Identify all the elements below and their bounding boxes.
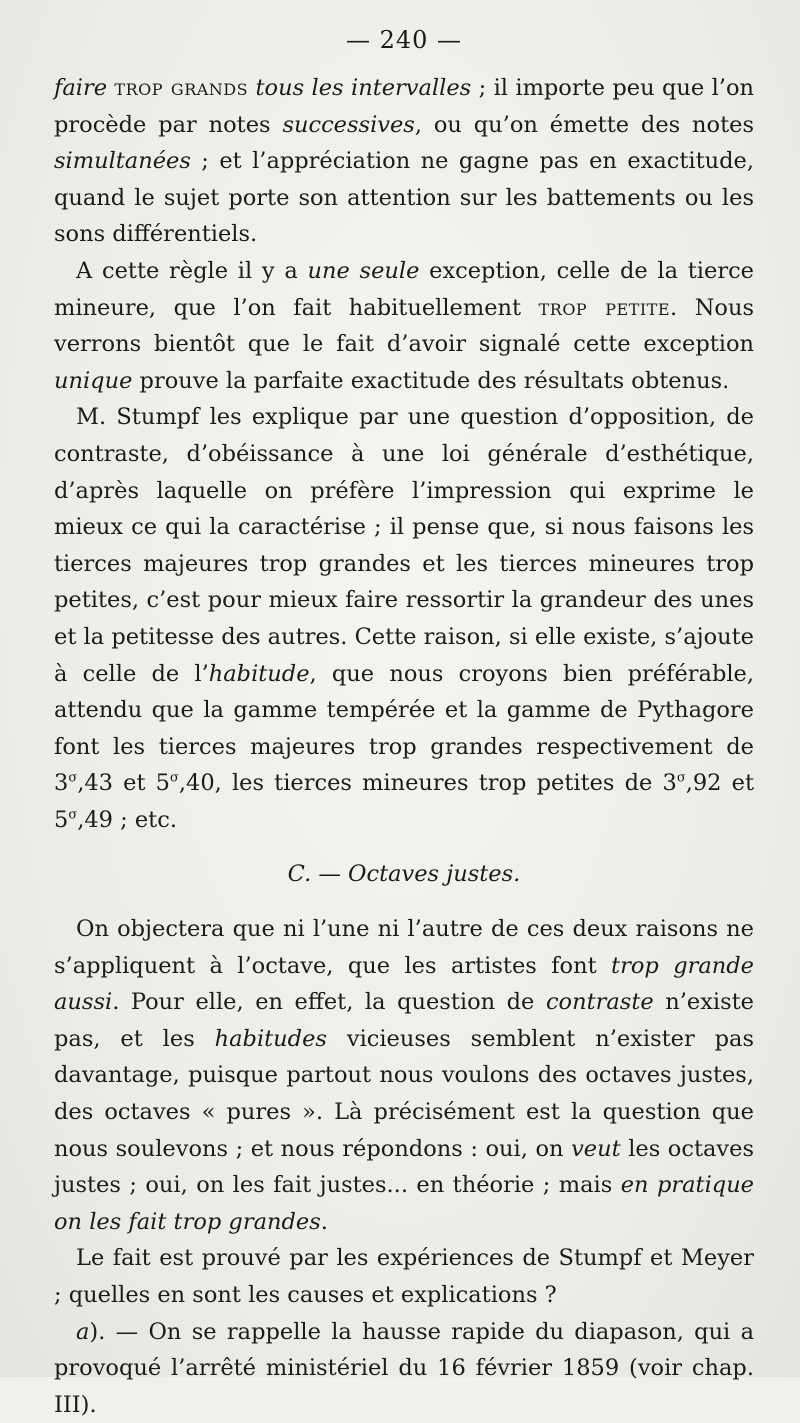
superscript: σ — [169, 770, 179, 786]
body-text: A cette règle il y a — [76, 257, 308, 284]
body-text: . — [320, 1208, 328, 1235]
body-text: . Pour elle, en effet, la question de — [112, 989, 546, 1016]
paragraph-1 — [54, 70, 754, 253]
small-caps-text: trop grands — [114, 75, 249, 101]
body-text: n’existe pas, et les — [54, 989, 755, 1052]
superscript: σ — [676, 770, 686, 786]
body-text: Le fait est prouvé par les expériences de Stumpf et Meyer ; quelles en sont les causes et explications ? — [54, 1245, 754, 1308]
italic-text: faire — [54, 75, 108, 101]
italic-text: habitudes — [214, 1025, 327, 1052]
body-text: ; il importe peu que l’on procède par notes — [54, 75, 754, 138]
body-text: ,40, les tierces mineures trop petites de 3 — [178, 770, 677, 797]
superscript: σ — [68, 807, 78, 823]
italic-text: successives — [282, 111, 415, 138]
body-text: , que nous croyons bien préférable, attendu que la gamme tempérée et la gamme de Pythagore font les tierces majeures trop grandes respectivement de 3 — [54, 660, 755, 797]
body-text: vicieuses semblent n’exister pas davantage, puisque partout nous voulons des octaves justes, des octaves « pures ». Là précisément est la question que nous soulevons ; et nous répondons : oui, on — [54, 1025, 754, 1162]
paragraph-3 — [54, 399, 754, 838]
paragraph-6 — [54, 1314, 754, 1423]
body-text: , ou qu’on émette des notes — [414, 111, 754, 138]
paragraph-2 — [54, 253, 754, 399]
italic-text: trop grande aussi — [54, 952, 754, 1016]
italic-text: unique — [54, 367, 133, 394]
body-text: les octaves justes ; oui, on les fait justes... en théorie ; mais — [54, 1135, 754, 1199]
small-caps-text: trop petite — [538, 294, 671, 321]
italic-text: une seule — [307, 257, 420, 284]
italic-text: tous les intervalles — [255, 75, 472, 101]
body-text: ,49 ; etc. — [77, 806, 177, 833]
body-text: . Nous verrons bientôt que le fait d’avoir signalé cette exception — [54, 294, 754, 358]
italic-text: veut — [571, 1135, 621, 1162]
italic-text: habitude — [208, 660, 310, 687]
italic-text: en pratique on les fait trop grandes — [54, 1172, 755, 1235]
body-text: M. Stumpf les explique par une question d’opposition, de contraste, d’obéissance à une loi générale d’esthétique, d’après laquelle on préfère l’impression qui exprime le mieux ce qui la caractérise ; il pense que, si nous faisons les tierces majeures trop grandes et les tierces mineures trop petites, c’est pour mieux faire ressortir la grandeur des unes et la petitesse des autres. Cette raison, si elle existe, s’ajoute à celle de l’ — [54, 404, 754, 687]
body-text: ,92 et 5 — [54, 770, 755, 833]
italic-text: simultanées — [54, 148, 191, 175]
body-text: ,43 et 5 — [77, 770, 170, 797]
body-text: ). — On se rappelle la hausse rapide du diapason, qui a provoqué l’arrêté ministériel du 16 février 1859 (voir chap. III). — [54, 1318, 754, 1418]
page-number: — 240 — — [345, 26, 463, 54]
superscript: σ — [68, 770, 78, 786]
body-text: ; et l’appréciation ne gagne pas en exactitude, quand le sujet porte son attention sur les battements ou les sons différentiels. — [54, 148, 754, 248]
body-text: exception, celle de la tierce mineure, que l’on fait habituellement — [54, 257, 754, 321]
paragraph-5 — [54, 1240, 754, 1313]
italic-text: contraste — [545, 989, 654, 1016]
body-text: prouve la parfaite exactitude des résultats obtenus. — [132, 367, 730, 394]
body-text: On objectera que ni l’une ni l’autre de ces deux raisons ne s’appliquent à l’octave, que les artistes font — [54, 916, 754, 979]
section-heading: C. — Octaves justes. — [287, 861, 521, 888]
paragraph-4 — [54, 911, 754, 1240]
italic-text: a — [76, 1318, 90, 1345]
